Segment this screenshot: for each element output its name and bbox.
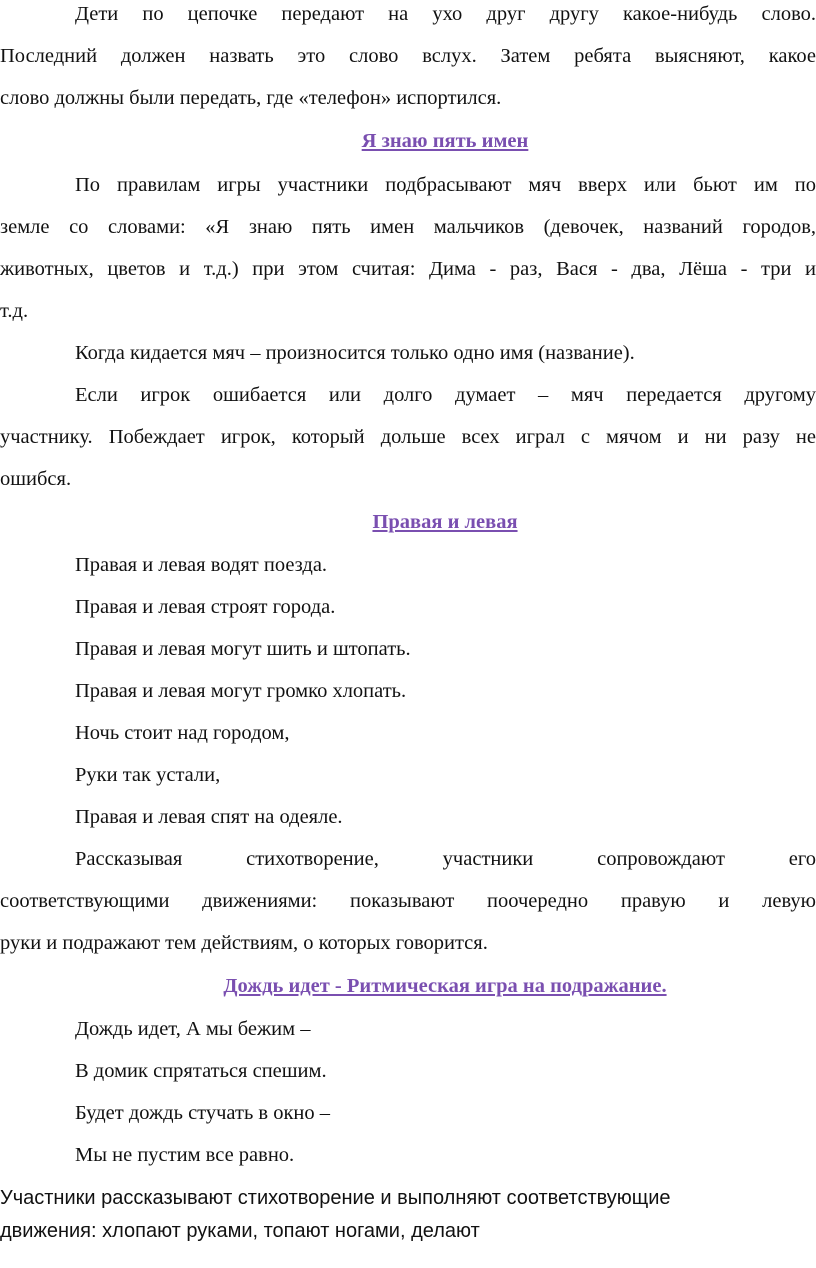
section-2-para-line-1: Рассказывая стихотворение, участники сопровождают его xyxy=(75,848,816,870)
poem-line: Будет дождь стучать в окно – xyxy=(75,1102,331,1124)
poem-line: Дождь идет, А мы бежим – xyxy=(75,1018,311,1040)
poem-line: Ночь стоит над городом, xyxy=(75,722,290,744)
section-3-note-line-2: движения: хлопают руками, топают ногами, делают xyxy=(0,1220,480,1242)
section-1-para-1-line-1: По правилам игры участники подбрасывают мяч вверх или бьют им по xyxy=(75,174,816,196)
section-1-para-1-line-2: земле со словами: «Я знаю пять имен мальчиков (девочек, названий городов, xyxy=(0,216,816,238)
poem-line: Правая и левая спят на одеяле. xyxy=(75,806,343,828)
poem-line: Мы не пустим все равно. xyxy=(75,1144,295,1166)
paragraph-1-line-3: слово должны были передать, где «телефон» испортился. xyxy=(0,87,502,109)
section-1-para-3-line-1: Если игрок ошибается или долго думает – мяч передается другому xyxy=(75,384,816,406)
poem-line: Руки так устали, xyxy=(75,764,221,786)
section-1-para-3-line-2: участнику. Побеждает игрок, который дольше всех играл с мячом и ни разу не xyxy=(0,426,816,448)
poem-line: Правая и левая могут громко хлопать. xyxy=(75,680,407,702)
paragraph-1-line-2: Последний должен назвать это слово вслух. Затем ребята выясняют, какое xyxy=(0,45,816,67)
section-3-note-line-1: Участники рассказывают стихотворение и выполняют соответствующие xyxy=(0,1187,671,1209)
poem-line: Правая и левая строят города. xyxy=(75,596,336,618)
section-title-rain: Дождь идет - Ритмическая игра на подражание. xyxy=(223,975,667,997)
section-1-para-3-line-3: ошибся. xyxy=(0,468,72,490)
section-2-para-line-2: соответствующими движениями: показывают поочередно правую и левую xyxy=(0,890,816,912)
section-1-para-2: Когда кидается мяч – произносится только одно имя (название). xyxy=(75,342,635,364)
paragraph-1-line-1: Дети по цепочке передают на ухо друг другу какое-нибудь слово. xyxy=(75,3,816,25)
section-title-right-and-left: Правая и левая xyxy=(372,511,518,533)
section-1-para-1-line-4: т.д. xyxy=(0,300,29,322)
section-2-para-line-3: руки и подражают тем действиям, о которых говорится. xyxy=(0,932,488,954)
section-1-para-1-line-3: животных, цветов и т.д.) при этом считая: Дима - раз, Вася - два, Лёша - три и xyxy=(0,258,816,280)
poem-line: Правая и левая водят поезда. xyxy=(75,554,328,576)
section-title-five-names: Я знаю пять имен xyxy=(361,130,529,152)
poem-line: В домик спрятаться спешим. xyxy=(75,1060,327,1082)
poem-line: Правая и левая могут шить и штопать. xyxy=(75,638,411,660)
